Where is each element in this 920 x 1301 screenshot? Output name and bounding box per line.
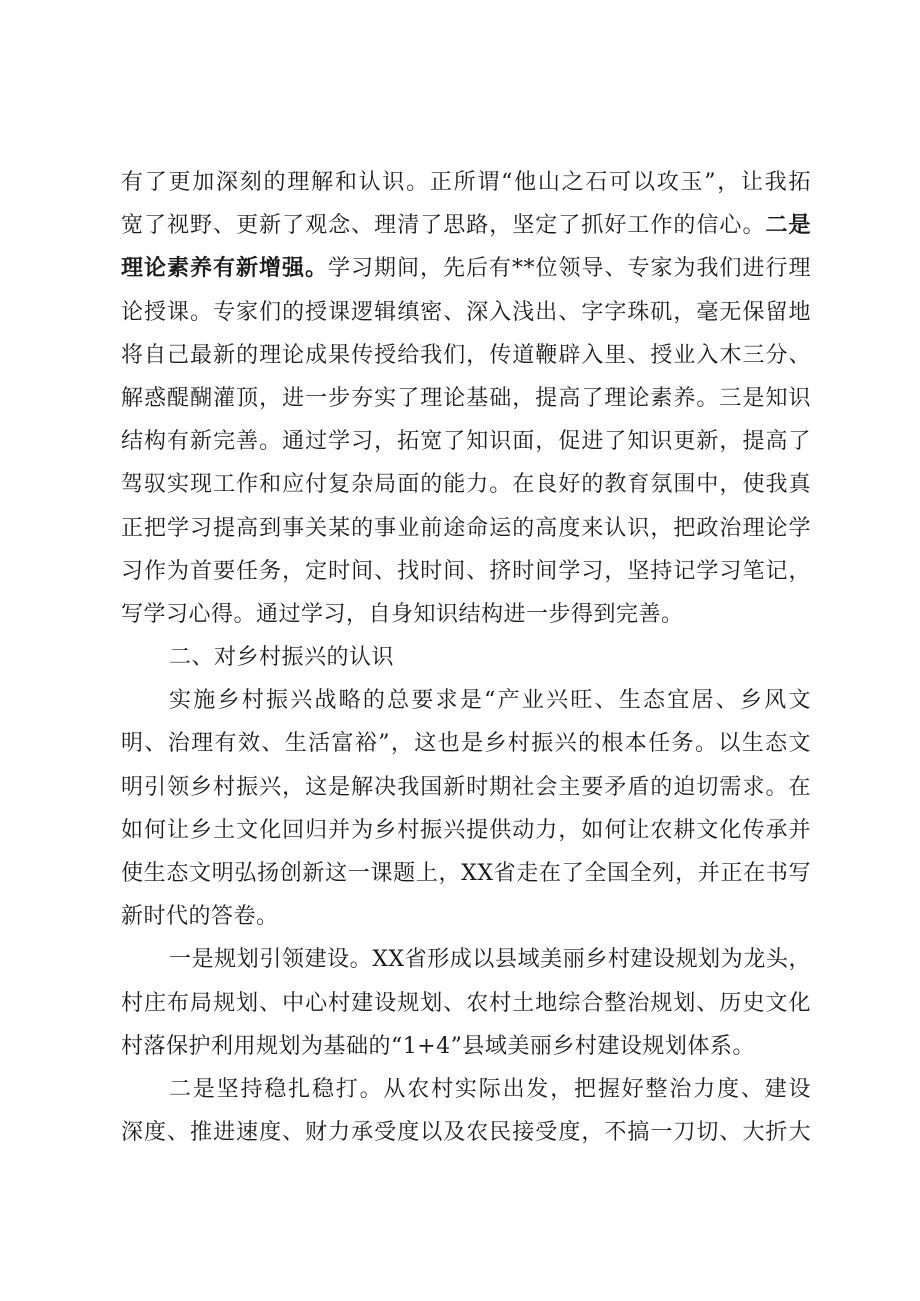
text-segment: 解惑醍醐灌顶，进一步夯实了理论基础，提高了理论素养。三是知识 <box>121 385 811 411</box>
text-line <box>121 636 811 679</box>
text-line <box>121 334 811 377</box>
text-line <box>121 463 811 506</box>
text-segment: 使生态文明弘扬创新这一课题上，XX省走在了全国全列，并正在书写 <box>121 861 811 886</box>
text-line <box>121 593 811 636</box>
text-line <box>121 204 811 247</box>
text-line <box>121 420 811 463</box>
text-segment: 二、对乡村振兴的认识 <box>169 645 395 671</box>
text-segment: 结构有新完善。通过学习，拓宽了知识面，促进了知识更新，提高了 <box>121 429 811 455</box>
text-line <box>121 938 811 981</box>
text-line <box>121 982 811 1025</box>
text-line <box>121 895 811 938</box>
text-segment: 如何让乡土文化回归并为乡村振兴提供动力，如何让农耕文化传承并 <box>121 817 811 843</box>
text-line <box>121 1111 811 1154</box>
text-segment: 习作为首要任务，定时间、找时间、挤时间学习，坚持记学习笔记， <box>121 558 811 584</box>
paragraph <box>121 1068 811 1154</box>
text-segment: 写学习心得。通过学习，自身知识结构进一步得到完善。 <box>121 601 684 627</box>
paragraph <box>121 161 811 636</box>
text-segment: 将自己最新的理论成果传授给我们，传道鞭辟入里、授业入木三分、 <box>121 342 811 368</box>
text-line <box>121 1025 811 1068</box>
text-segment: 实施乡村振兴战略的总要求是“产业兴旺、生态宜居、乡风文 <box>169 688 811 714</box>
text-line <box>121 766 811 809</box>
text-segment: 村落保护利用规划为基础的“1+4”县域美丽乡村建设规划体系。 <box>121 1033 755 1059</box>
bold-text: 二是 <box>765 213 811 239</box>
text-line <box>121 550 811 593</box>
text-segment: 一是规划引领建设。XX省形成以县域美丽乡村建设规划为龙头， <box>169 947 811 973</box>
text-segment: 驾驭实现工作和应付复杂局面的能力。在良好的教育氛围中，使我真 <box>121 472 811 498</box>
paragraph <box>121 938 811 1068</box>
text-segment: 明、治理有效、生活富裕”，这也是乡村振兴的根本任务。以生态文 <box>121 731 811 757</box>
text-segment: 新时代的答卷。 <box>121 904 279 930</box>
text-segment: 明引领乡村振兴，这是解决我国新时期社会主要矛盾的迫切需求。在 <box>121 774 811 800</box>
text-segment: 宽了视野、更新了观念、理清了思路，坚定了抓好工作的信心。 <box>121 213 766 239</box>
text-segment: 二是坚持稳扎稳打。从农村实际出发，把握好整治力度、建设 <box>169 1076 811 1102</box>
text-line <box>121 679 811 722</box>
text-line <box>121 722 811 765</box>
text-line <box>121 1068 811 1111</box>
text-line <box>121 852 811 895</box>
text-segment: 正把学习提高到事关某的事业前途命运的高度来认识，把政治理论学 <box>121 515 811 541</box>
text-line <box>121 377 811 420</box>
text-line <box>121 507 811 550</box>
text-segment: 学习期间，先后有**位领导、专家为我们进行理 <box>328 256 811 282</box>
text-segment: 深度、推进速度、财力承受度以及农民接受度，不搞一刀切、大折大 <box>121 1120 811 1146</box>
document-page <box>121 161 811 1154</box>
text-line <box>121 809 811 852</box>
text-segment: 有了更加深刻的理解和认识。正所谓“他山之石可以攻玉”，让我拓 <box>121 170 811 195</box>
text-line <box>121 291 811 334</box>
paragraph <box>121 679 811 938</box>
bold-text: 理论素养有新增强。 <box>121 256 328 282</box>
text-line <box>121 161 811 204</box>
section-heading <box>121 636 811 679</box>
text-line <box>121 247 811 290</box>
text-segment: 村庄布局规划、中心村建设规划、农村土地综合整治规划、历史文化 <box>121 990 811 1016</box>
text-segment: 论授课。专家们的授课逻辑缜密、深入浅出、字字珠矶，毫无保留地 <box>121 299 811 325</box>
